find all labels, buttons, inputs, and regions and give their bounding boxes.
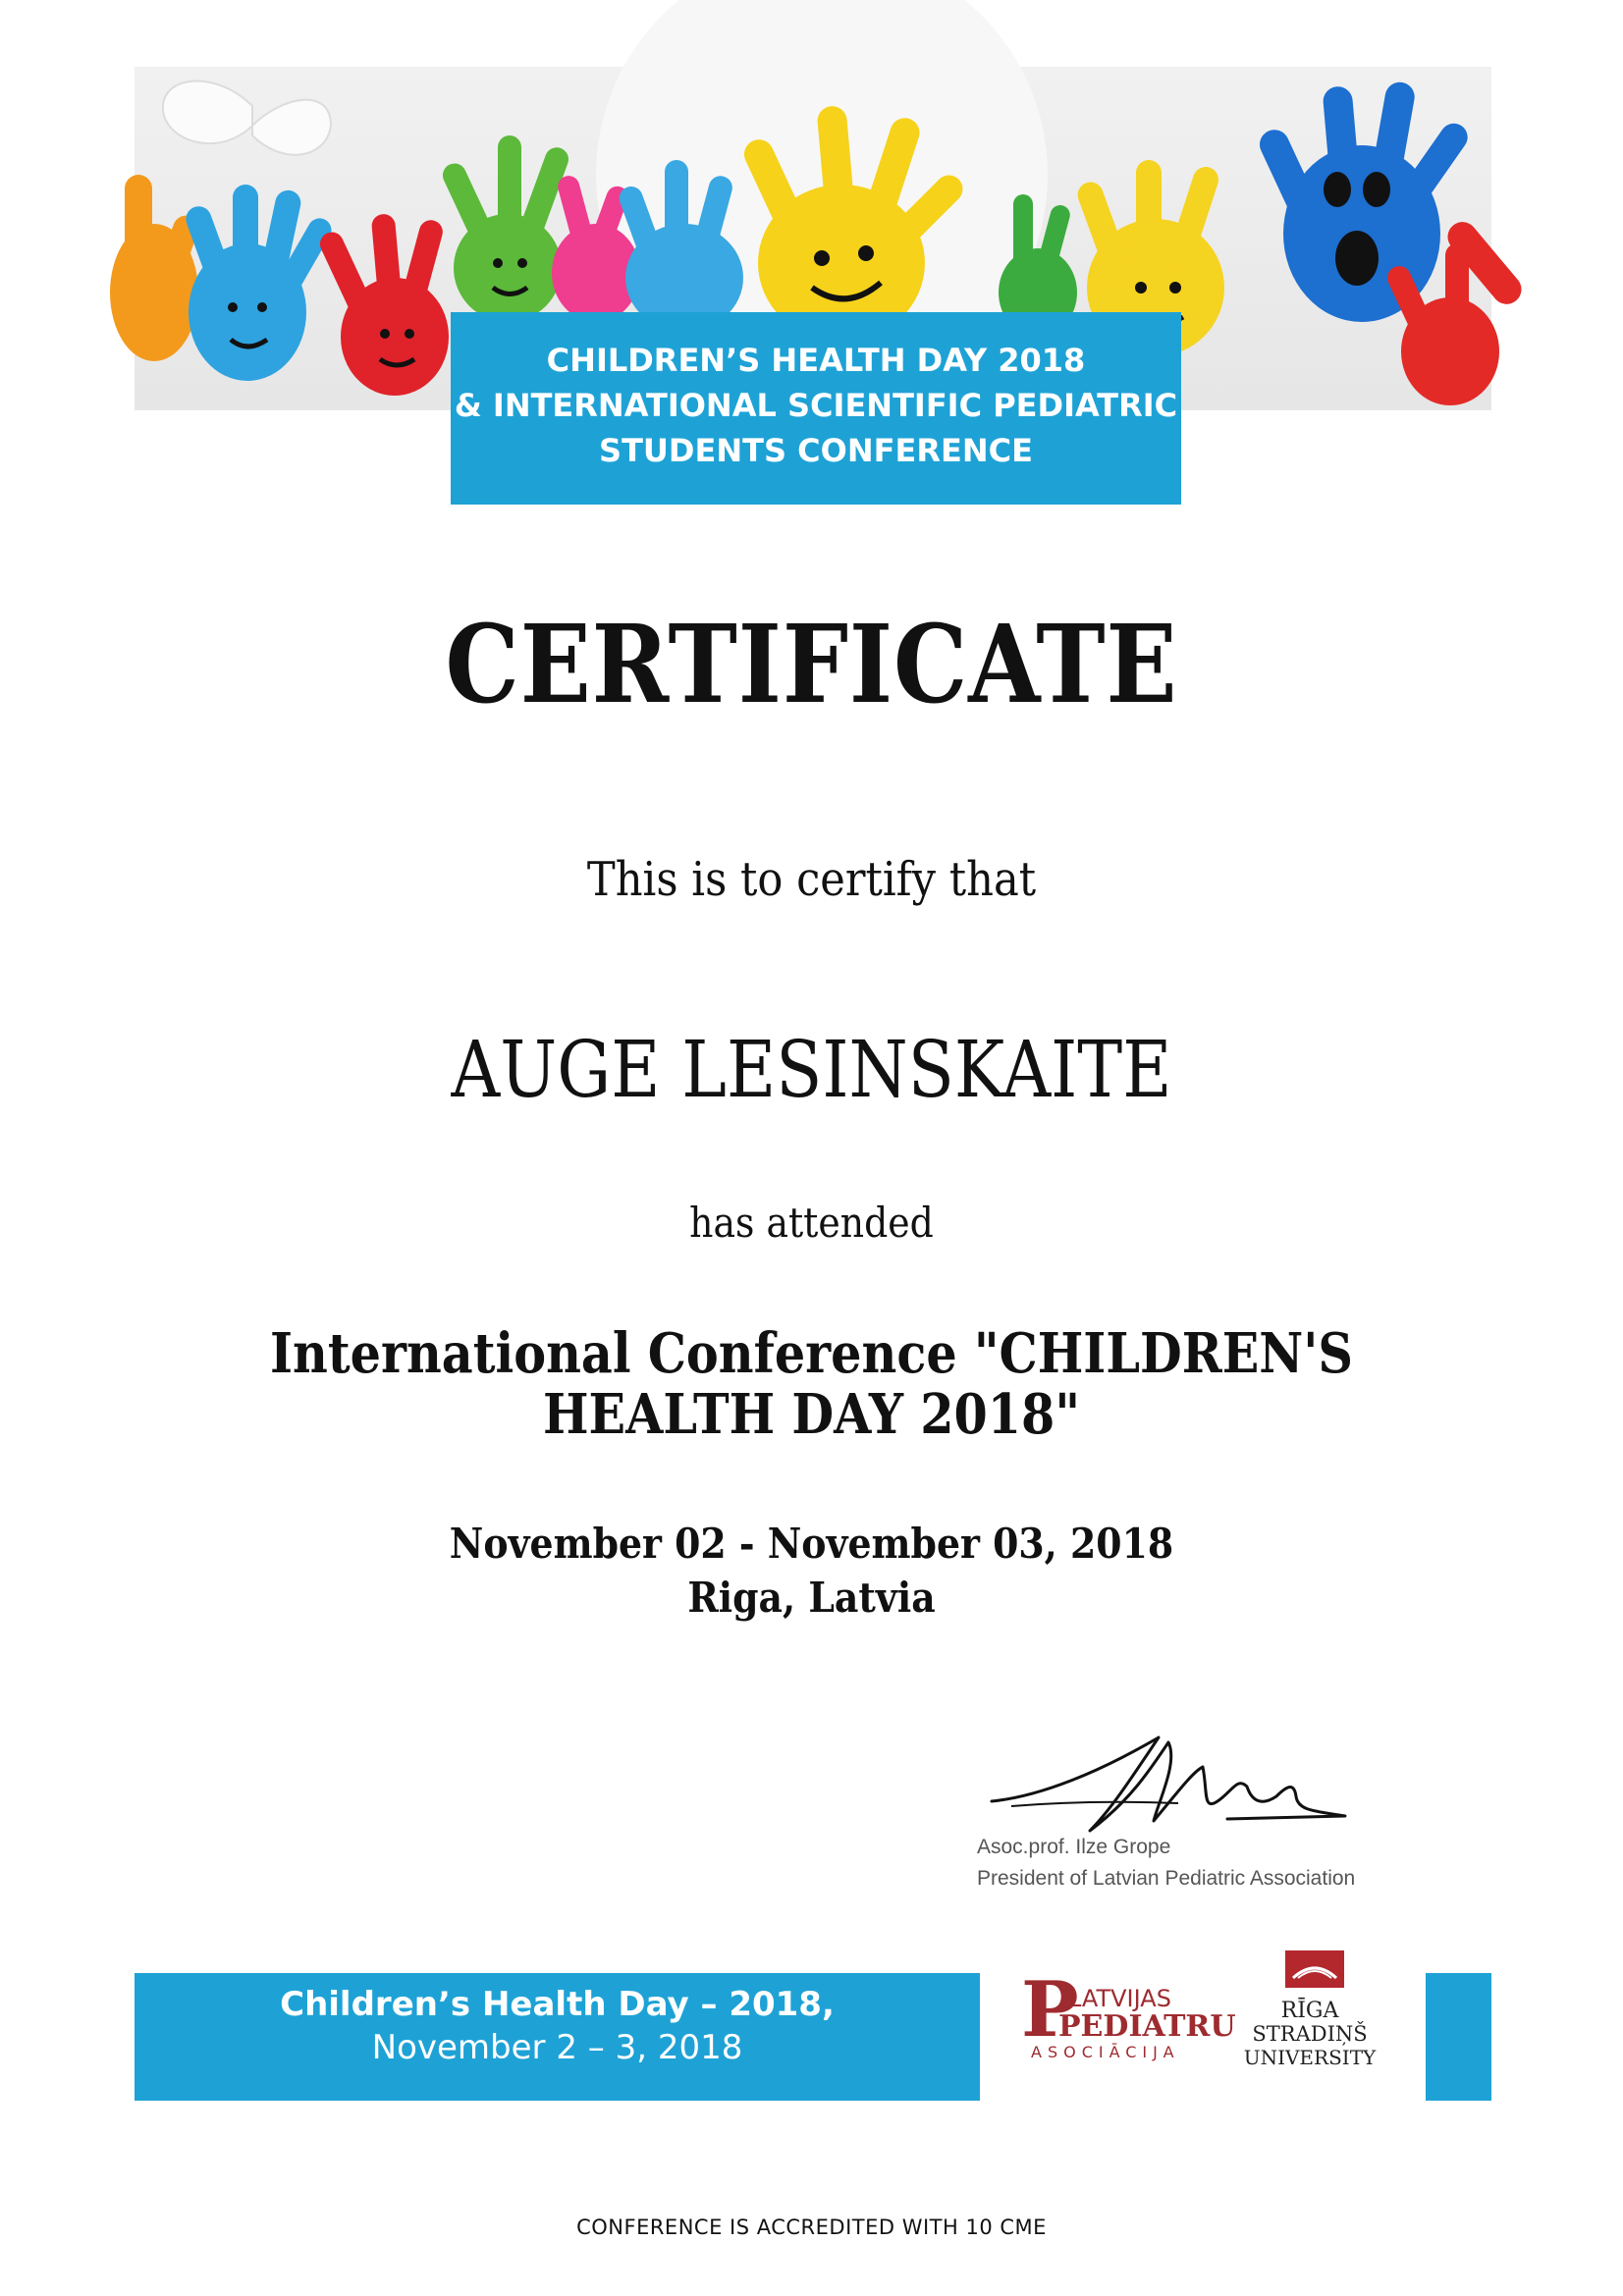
conference-dates: November 02 - November 03, 2018: [449, 1520, 1174, 1568]
svg-text:LATVIJAS: LATVIJAS: [1068, 1985, 1171, 2012]
svg-text:STRADIŅŠ: STRADIŅŠ: [1252, 2022, 1368, 2046]
footer-accent-bar: [1426, 1973, 1491, 2101]
svg-text:UNIVERSITY: UNIVERSITY: [1243, 2046, 1377, 2069]
svg-text:RĪGA: RĪGA: [1280, 1999, 1339, 2023]
attended-text: has attended: [689, 1199, 934, 1247]
svg-text:P: P: [1021, 1965, 1079, 2055]
signer-name: Asoc.prof. Ilze Grope: [977, 1836, 1171, 1858]
latvian-pediatric-association-logo: [1021, 1965, 1236, 2065]
certificate-title: CERTIFICATE: [445, 601, 1178, 727]
event-title-box: [451, 312, 1181, 505]
svg-text:ASOCIĀCIJA: ASOCIĀCIJA: [1031, 2043, 1180, 2061]
event-title-line1: CHILDREN’S HEALTH DAY 2018: [546, 342, 1086, 379]
accreditation-note: CONFERENCE IS ACCREDITED WITH 10 CME: [576, 2216, 1047, 2239]
conference-name: International Conference "CHILDREN'S HEALTH DAY 2018": [270, 1321, 1353, 1447]
recipient-name: AUGE LESINSKAITE: [451, 1024, 1172, 1115]
certify-intro: This is to certify that: [586, 852, 1037, 907]
footer-event-name: Children’s Health Day – 2018,: [280, 1985, 835, 2024]
signature-image: [982, 1703, 1355, 1855]
event-title-line2: & INTERNATIONAL SCIENTIFIC PEDIATRIC: [454, 387, 1178, 424]
svg-text:PEDIATRU: PEDIATRU: [1058, 2009, 1236, 2044]
butterfly-icon: [163, 81, 331, 155]
signer-title: President of Latvian Pediatric Association: [977, 1867, 1356, 1890]
riga-stradins-university-logo: [1239, 1949, 1381, 2076]
footer-event-banner: [135, 1973, 980, 2101]
footer-event-dates: November 2 – 3, 2018: [371, 2028, 743, 2067]
event-title-line3: STUDENTS CONFERENCE: [599, 432, 1033, 469]
conference-place: Riga, Latvia: [687, 1574, 936, 1622]
